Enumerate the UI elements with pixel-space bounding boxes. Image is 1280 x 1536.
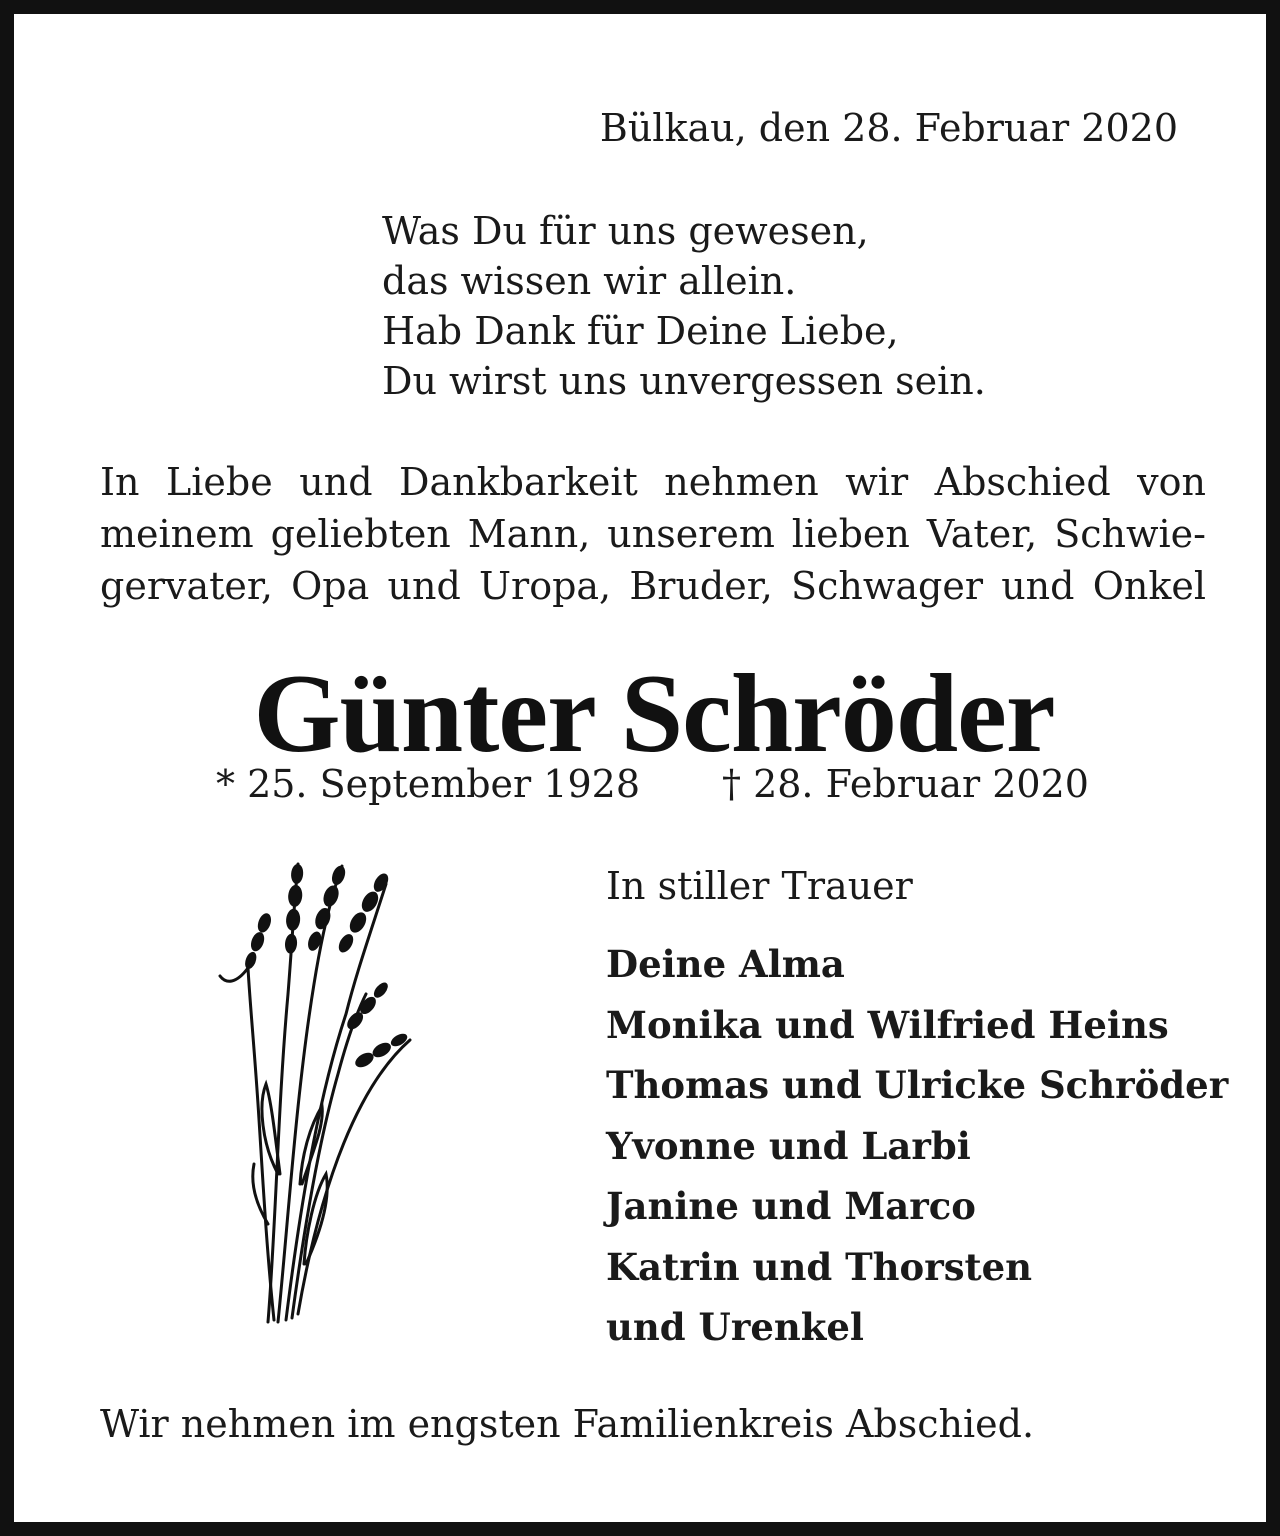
life-dates (216, 762, 1089, 806)
family-member: Monika und Wilfried Heins (606, 1002, 1169, 1047)
deceased-name: Günter Schröder (253, 652, 1055, 776)
family-member: Janine und Marco (606, 1184, 976, 1228)
poem-line: Was Du für uns gewesen, (382, 209, 869, 253)
birth-date: * 25. September 1928 (216, 762, 640, 806)
poem-line: Hab Dank für Deine Liebe, (382, 309, 899, 353)
poem-line: Du wirst uns unvergessen sein. (382, 359, 986, 403)
death-date: † 28. Februar 2020 (722, 762, 1089, 806)
family-member: Katrin und Thorsten (606, 1244, 1033, 1289)
closing-note: Wir nehmen im engsten Familienkreis Abschied. (100, 1402, 1035, 1446)
poem (382, 206, 986, 406)
wheat-ears-icon (206, 844, 436, 1334)
intro-line: In Liebe und Dankbarkeit nehmen wir Abschied von (100, 460, 1206, 504)
poem-line: das wissen wir allein. (382, 259, 797, 303)
mourning-label: In stiller Trauer (606, 864, 913, 908)
family-member: Deine Alma (606, 942, 845, 986)
intro-line: meinem geliebten Mann, unserem lieben Vater, Schwie- (100, 512, 1206, 556)
intro-line: gervater, Opa und Uropa, Bruder, Schwager und Onkel (100, 564, 1206, 608)
family-list (606, 934, 1228, 1358)
place-date: Bülkau, den 28. Februar 2020 (599, 106, 1178, 150)
family-member: Thomas und Ulricke Schröder (606, 1063, 1229, 1107)
family-member: Yvonne und Larbi (606, 1123, 971, 1168)
intro-paragraph (100, 456, 1206, 612)
family-member: und Urenkel (606, 1305, 864, 1349)
